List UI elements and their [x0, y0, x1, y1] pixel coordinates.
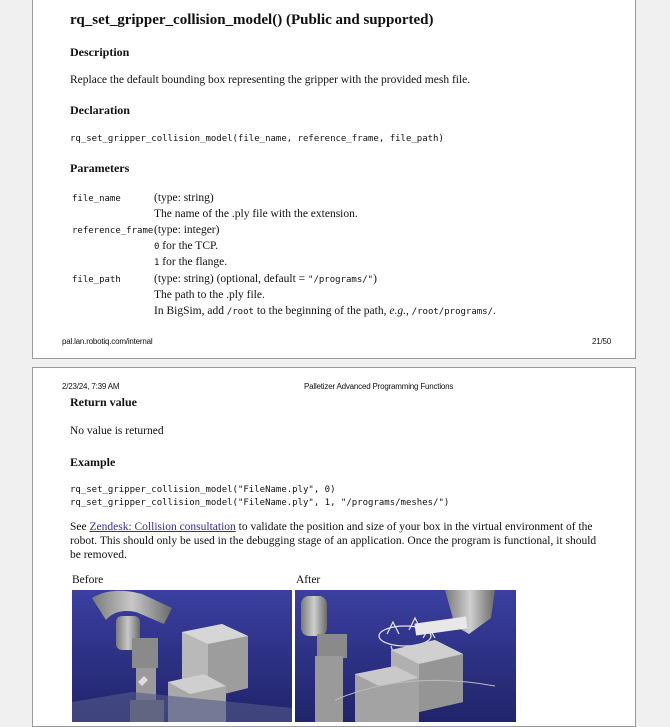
before-image: [72, 590, 292, 722]
bigsim-code-root: /root: [226, 307, 254, 317]
param-file-path-desc: The path to the .ply file.: [154, 289, 265, 301]
parameters-heading: Parameters: [70, 161, 130, 175]
see-prefix: See: [70, 521, 90, 533]
param-file-name-type: (type: string): [154, 192, 214, 204]
description-text: Replace the default bounding box representing the gripper with the provided mesh file.: [70, 74, 471, 86]
see-suffix: to validate the position and size of your box in the virtual environment of the robot. This should only be used in the debugging stage of an application. Once the program is functional, it should be removed.: [70, 521, 597, 561]
file-path-default-code: "/programs/": [308, 275, 374, 285]
before-scene: [72, 590, 292, 722]
example-code-line-1: rq_set_gripper_collision_model("FileName.ply", 0): [70, 485, 336, 495]
bigsim-text-a: In BigSim, add: [154, 305, 227, 317]
flange-text: for the flange.: [162, 256, 228, 268]
document-page-1: [32, 0, 636, 359]
after-image: [295, 590, 516, 722]
document-page-2: [32, 367, 636, 727]
zendesk-collision-link[interactable]: Zendesk: Collision consultation: [89, 521, 236, 533]
page-title: rq_set_gripper_collision_model() (Public and supported): [70, 12, 434, 28]
see-paragraph: [70, 520, 600, 562]
code-one: 1: [154, 258, 160, 268]
param-reference-frame-type: (type: integer): [154, 224, 220, 236]
bigsim-code-path: /root/programs/: [411, 307, 493, 317]
bigsim-eg: e.g.: [389, 305, 406, 317]
footer-page-number: 21/50: [591, 337, 611, 346]
param-reference-frame-flange: [154, 256, 227, 268]
param-file-path-bigsim: [154, 305, 496, 317]
param-reference-frame-tcp: [154, 240, 218, 252]
before-label: Before: [72, 574, 104, 586]
return-value-heading: Return value: [70, 395, 137, 409]
bigsim-text-c: ,: [405, 305, 412, 317]
param-file-path-type: [154, 273, 377, 285]
declaration-code: rq_set_gripper_collision_model(file_name, reference_frame, file_path): [70, 134, 444, 144]
header-datetime: 2/23/24, 7:39 AM: [62, 382, 120, 391]
tcp-text: for the TCP.: [162, 240, 218, 252]
example-code-line-2: rq_set_gripper_collision_model("FileName.ply", 1, "/programs/meshes/"): [70, 498, 450, 508]
param-name-file-path: file_path: [72, 275, 121, 285]
file-path-type-prefix: (type: string) (optional, default =: [154, 273, 309, 285]
code-zero: 0: [154, 242, 160, 252]
param-name-file-name: file_name: [72, 194, 121, 204]
bigsim-text-d: .: [493, 305, 496, 317]
header-doc-title: Palletizer Advanced Programming Functions: [304, 382, 454, 391]
param-file-name-desc: The name of the .ply file with the extension.: [154, 208, 358, 220]
param-name-reference-frame: reference_frame: [72, 226, 154, 236]
footer-url: pal.lan.robotiq.com/internal: [62, 337, 153, 346]
declaration-heading: Declaration: [70, 103, 130, 117]
return-value-text: No value is returned: [70, 425, 164, 437]
bigsim-text-b: to the beginning of the path,: [253, 305, 390, 317]
example-heading: Example: [70, 455, 116, 469]
after-scene: [295, 590, 516, 722]
file-path-type-suffix: ): [373, 273, 377, 285]
description-heading: Description: [70, 45, 130, 59]
after-label: After: [296, 574, 321, 586]
